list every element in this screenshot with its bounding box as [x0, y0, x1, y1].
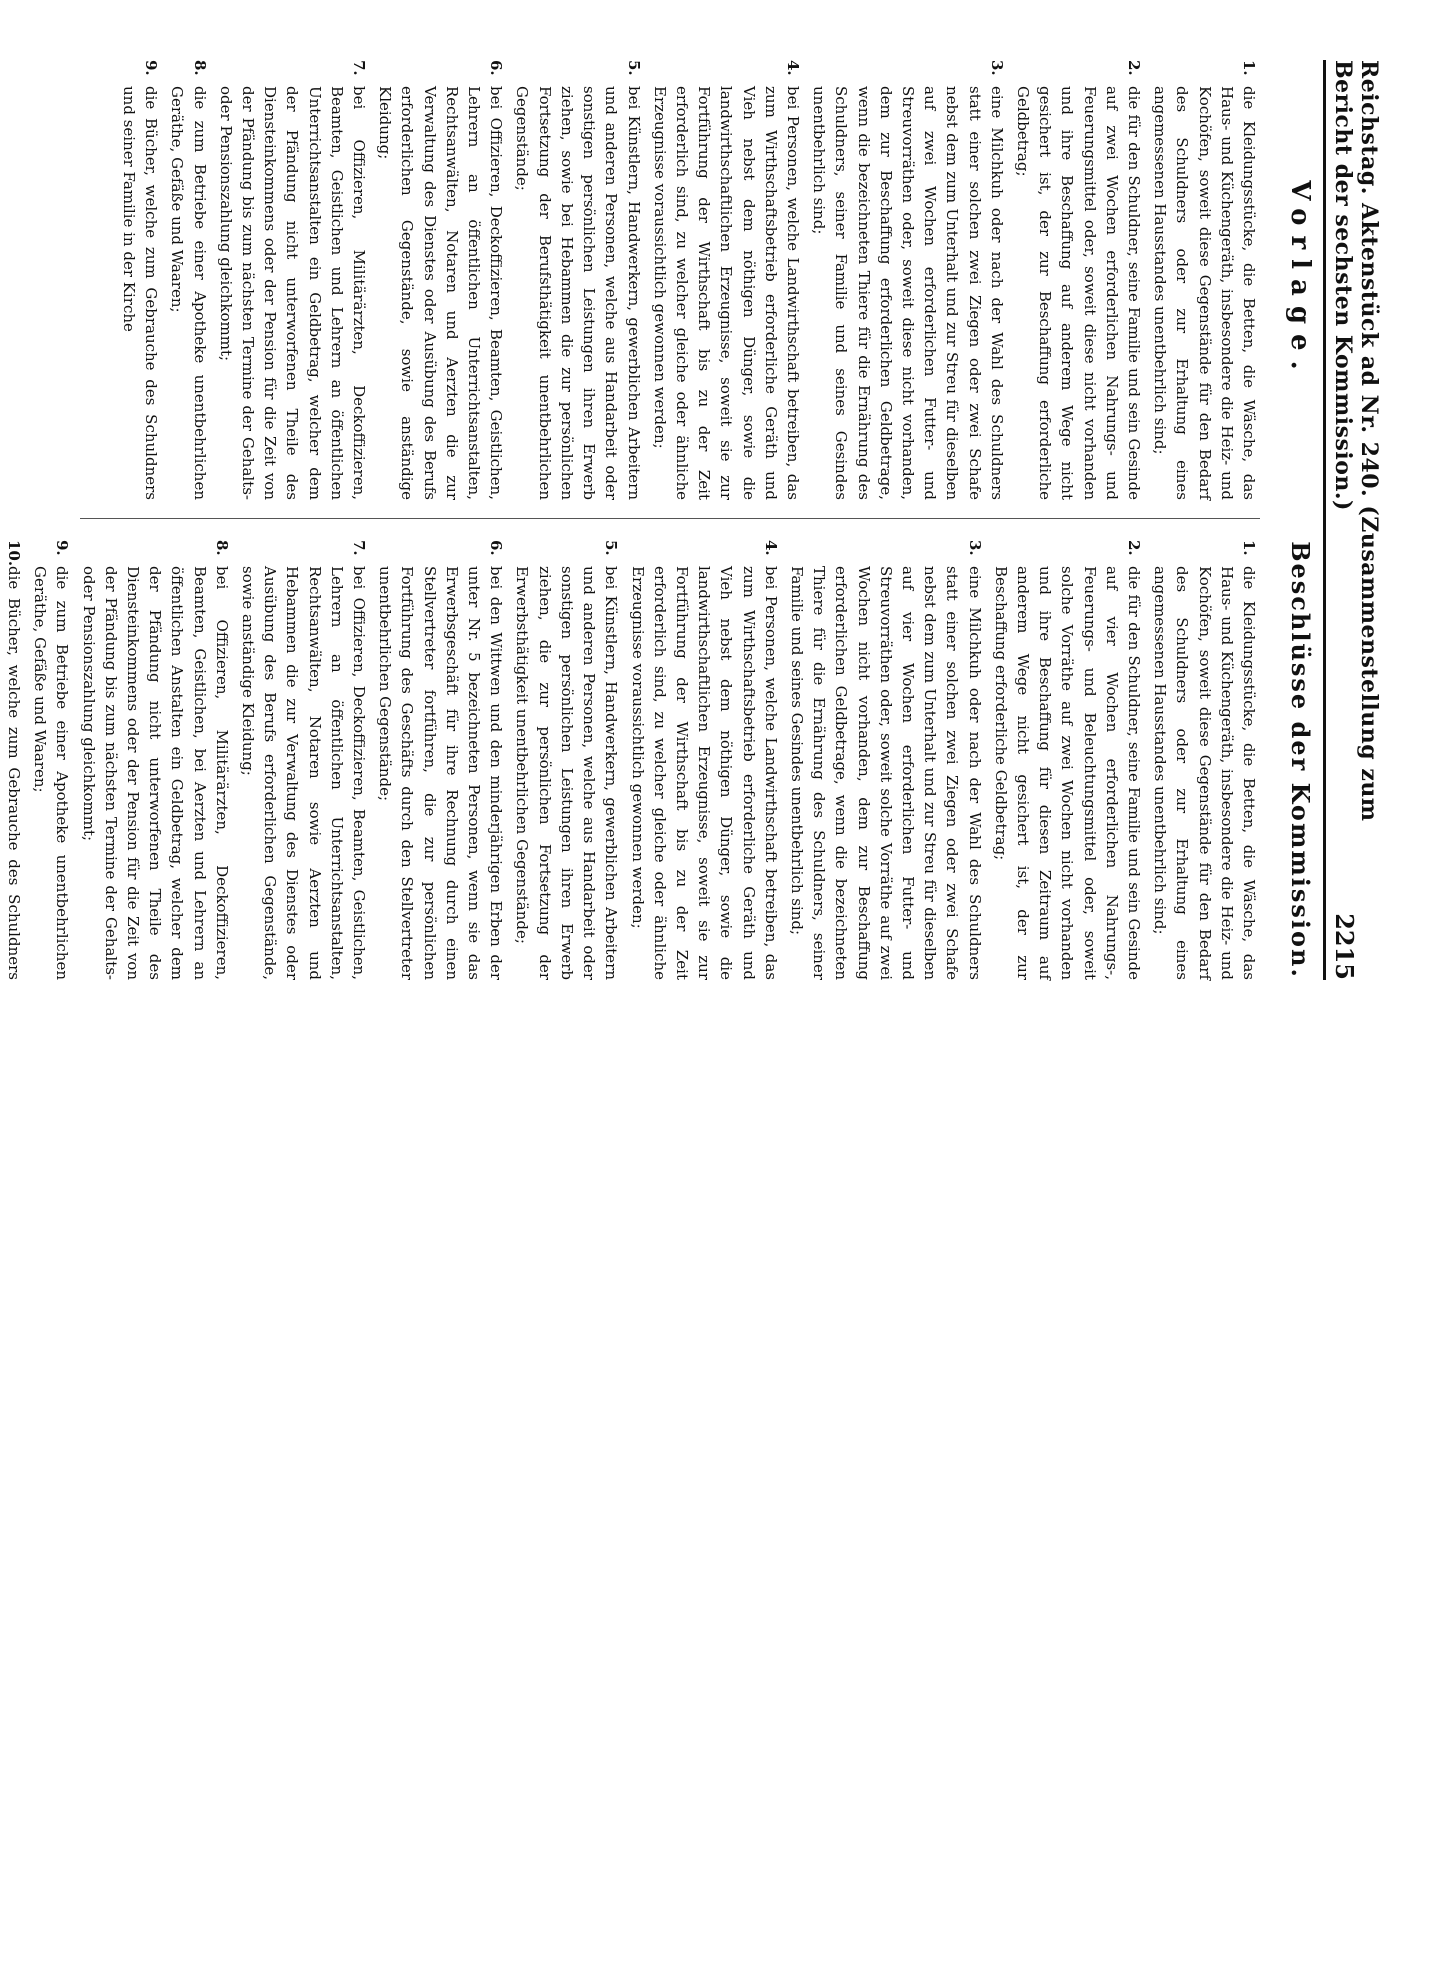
item-number: 5. [602, 540, 621, 556]
item-number: 1. [1240, 60, 1258, 76]
item-text: bei Offizieren, Militärärzten, Deckoffizieren, Beamten, Geistlichen, bei Aerzten und Lehrern an öffentlichen Anstalten ein Geldbetrag, welcher dem der Pfändung nicht unterworfenen Theile des Diensteinkommens oder der Pension für die Zeit von der Pfändung bis zum nächsten Termine der Gehalts- oder Pensionszahlung gleichkommt; [79, 566, 231, 980]
item-text: bei Offizieren, Deckoffizieren, Beamten, Geistlichen, Lehrern an öffentlichen Unterrichtsanstalten, Rechtsanwälten, Notaren und Aerzten die zur Verwaltung des Dienstes oder Ausübung des Berufs erforderlichen Gegenstände, sowie anständige Kleidung; [376, 86, 506, 500]
list-item [1149, 540, 1260, 980]
right-column [0, 540, 1260, 980]
right-column-title: Beschlüsse der Kommission. [1286, 541, 1315, 979]
item-text: bei Personen, welche Landwirthschaft betreiben, das zum Wirthschaftsbetrieb erforderliche Geräth und Vieh nebst dem nöthigen Dünger, sowie die landwirthschaftlichen Erzeugnisse, soweit sie zur Fortführung der Wirthschaft bis zu der Zeit erforderlich sind, zu welcher gleiche oder ähnliche Erzeugnisse voraussichtlich gewonnen werden; [650, 86, 802, 500]
item-number: 9. [53, 540, 72, 556]
left-column-title: Vorlage. [1285, 180, 1315, 380]
item-number: 10. [5, 540, 24, 567]
item-text: die Bücher, welche zum Gebrauche des Schuldners [5, 566, 24, 980]
list-item [215, 60, 370, 500]
list-item [237, 540, 370, 980]
item-number: 3. [965, 540, 984, 556]
header-title: Reichstag. Aktenstück ad Nr. 240. (Zusammenstellung zum Bericht der sechsten Kommission.) [1330, 60, 1382, 822]
page-number: 2215 [1330, 913, 1359, 980]
item-text: die Kleidungsstücke, die Betten, die Wäsche, das Haus- und Küchengeräth, insbesondere die Heiz- und Kochöfen, soweit diese Gegenstände für den Bedarf des Schuldners oder zur Erhaltung eines angemessenen Hausstandes unentbehrlich sind; [1151, 566, 1258, 980]
rotated-document-page [5, 0, 1382, 1000]
list-item [511, 60, 644, 500]
item-number: 2. [1124, 60, 1143, 76]
item-number: 6. [487, 540, 506, 556]
item-text: bei den Wittwen und den minderjährigen Erben der unter Nr. 5 bezeichneten Personen, wenn sie das Erwerbsgeschäft für ihre Rechnung durch einen Stellvertreter fortführen, die zur persönlichen Fortführung des Geschäfts durch den Stellvertreter unentbehrlichen Gegenstände; [376, 566, 506, 980]
list-item [1149, 60, 1260, 500]
item-number: 7. [350, 60, 369, 76]
item-text: die Kleidungsstücke, die Betten, die Wäsche, das Haus- und Küchengeräth, insbesondere die Heiz- und Kochöfen, soweit diese Gegenstände für den Bedarf des Schuldners oder zur Erhaltung eines angemessenen Hausstandes unentbehrlich sind; [1151, 86, 1258, 500]
list-item [29, 540, 73, 980]
list-item [626, 540, 781, 980]
item-number: 2. [1124, 540, 1143, 556]
item-number: 4. [761, 540, 780, 556]
item-text: eine Milchkuh oder nach der Wahl des Schuldners statt einer solchen zwei Ziegen oder zwei Schafe nebst dem zum Unterhalt und zur Streu für dieselben auf vier Wochen erforderlichen Futter- und Streuvorräthen oder, soweit solche Vorräthe auf zwei Wochen nicht vorhanden, dem zur Beschaffung erforderlichen Geldbetrage, wenn die bezeichneten Thiere für die Ernährung des Schuldners, seiner Familie und seines Gesindes unentbehrlich sind; [787, 566, 984, 980]
list-item [77, 540, 232, 980]
list-item [649, 60, 804, 500]
list-item [511, 540, 622, 980]
item-text: die Bücher, welche zum Gebrauche des Schuldners und seiner Familie in der Kirche [120, 86, 161, 500]
item-number: 8. [190, 60, 209, 76]
item-number: 3. [987, 60, 1006, 76]
list-item [0, 540, 25, 980]
item-number: 6. [487, 60, 506, 76]
item-number: 4. [783, 60, 802, 76]
list-item [118, 60, 162, 500]
item-number: 9. [142, 60, 161, 76]
item-text: eine Milchkuh oder nach der Wahl des Schuldners statt einer solchen zwei Ziegen oder zwei Schafe nebst dem zum Unterhalt und zur Streu für dieselben auf zwei Wochen erforderlichen Futter- und Streuvorräthen oder, soweit diese nicht vorhanden, dem zur Beschaffung erforderlichen Geldbetrage, wenn die bezeichneten Thiere für die Ernährung des Schuldners, seiner Familie und seines Gesindes unentbehrlich sind; [810, 86, 1006, 500]
list-item [374, 60, 507, 500]
list-item [808, 60, 1008, 500]
item-number: 1. [1240, 540, 1258, 556]
item-number: 8. [212, 540, 231, 556]
item-text: bei Künstlern, Handwerkern, gewerblichen Arbeitern und anderen Personen, welche aus Handarbeit oder sonstigen persönlichen Leistungen ihren Erwerb ziehen, sowie bei Hebammen die zur persönlichen Fortsetzung der Berufsthätigkeit unentbehrlichen Gegenstände; [513, 86, 643, 500]
item-text: bei Offizieren, Deckoffizieren, Beamten, Geistlichen, Lehrern an öffentlichen Unterrichtsanstalten, Rechtsanwälten, Notaren sowie Aerzten und Hebammen die zur Verwaltung des Dienstes oder Ausübung des Berufs erforderlichen Gegenstände, sowie anständige Kleidung; [239, 566, 369, 980]
item-text: die für den Schuldner, seine Familie und sein Gesinde auf zwei Wochen erforderlichen Nahrungs- und Feuerungsmittel oder, soweit diese nicht vorhanden und ihre Beschaffung auf anderem Wege nicht gesichert ist, der zur Beschaffung erforderliche Geldbetrag; [1013, 86, 1143, 500]
list-item [786, 540, 986, 980]
item-text: bei Künstlern, Handwerkern, gewerblichen Arbeitern und anderen Personen, welche aus Handarbeit oder sonstigen persönlichen Leistungen ihren Erwerb ziehen, die zur persönlichen Fortsetzung der Erwerbsthätigkeit unentbehrlichen Gegenstände; [513, 566, 621, 980]
item-text: die zum Betriebe einer Apotheke unentbehrlichen Geräthe, Gefäße und Waaren; [31, 566, 72, 980]
list-item [1012, 60, 1145, 500]
item-number: 5. [624, 60, 643, 76]
page-header [1323, 60, 1382, 980]
item-text: die für den Schuldner, seine Familie und sein Gesinde auf vier Wochen erforderlichen Nahrungs-, Feuerungs- und Beleuchtungsmittel oder, soweit solche Vorräthe auf zwei Wochen nicht vorhanden und ihre Beschaffung für diesen Zeitraum auf anderem Wege nicht gesichert ist, der zur Beschaffung erforderliche Geldbetrag; [991, 566, 1143, 980]
column-divider [80, 518, 1260, 519]
item-text: die zum Betriebe einer Apotheke unentbehrlichen Geräthe, Gefäße und Waaren; [168, 86, 209, 500]
list-item [166, 60, 210, 500]
item-number: 7. [350, 540, 369, 556]
list-item [990, 540, 1145, 980]
left-column [114, 60, 1260, 500]
list-item [374, 540, 507, 980]
item-text: bei Offizieren, Militärärzten, Deckoffizieren, Beamten, Geistlichen und Lehrern an öffentlichen Unterrichtsanstalten ein Geldbetrag, welcher dem der Pfändung nicht unterworfenen Theile des Diensteinkommens oder der Pension für die Zeit von der Pfändung bis zum nächsten Termine der Gehalts- oder Pensionszahlung gleichkommt; [216, 86, 369, 500]
item-text: bei Personen, welche Landwirthschaft betreiben, das zum Wirthschaftsbetrieb erforderliche Geräth und Vieh nebst dem nöthigen Dünger, sowie die landwirthschaftlichen Erzeugnisse, soweit sie zur Fortführung der Wirthschaft bis zu der Zeit erforderlich sind, zu welcher gleiche oder ähnliche Erzeugnisse voraussichtlich gewonnen werden; [628, 566, 780, 980]
